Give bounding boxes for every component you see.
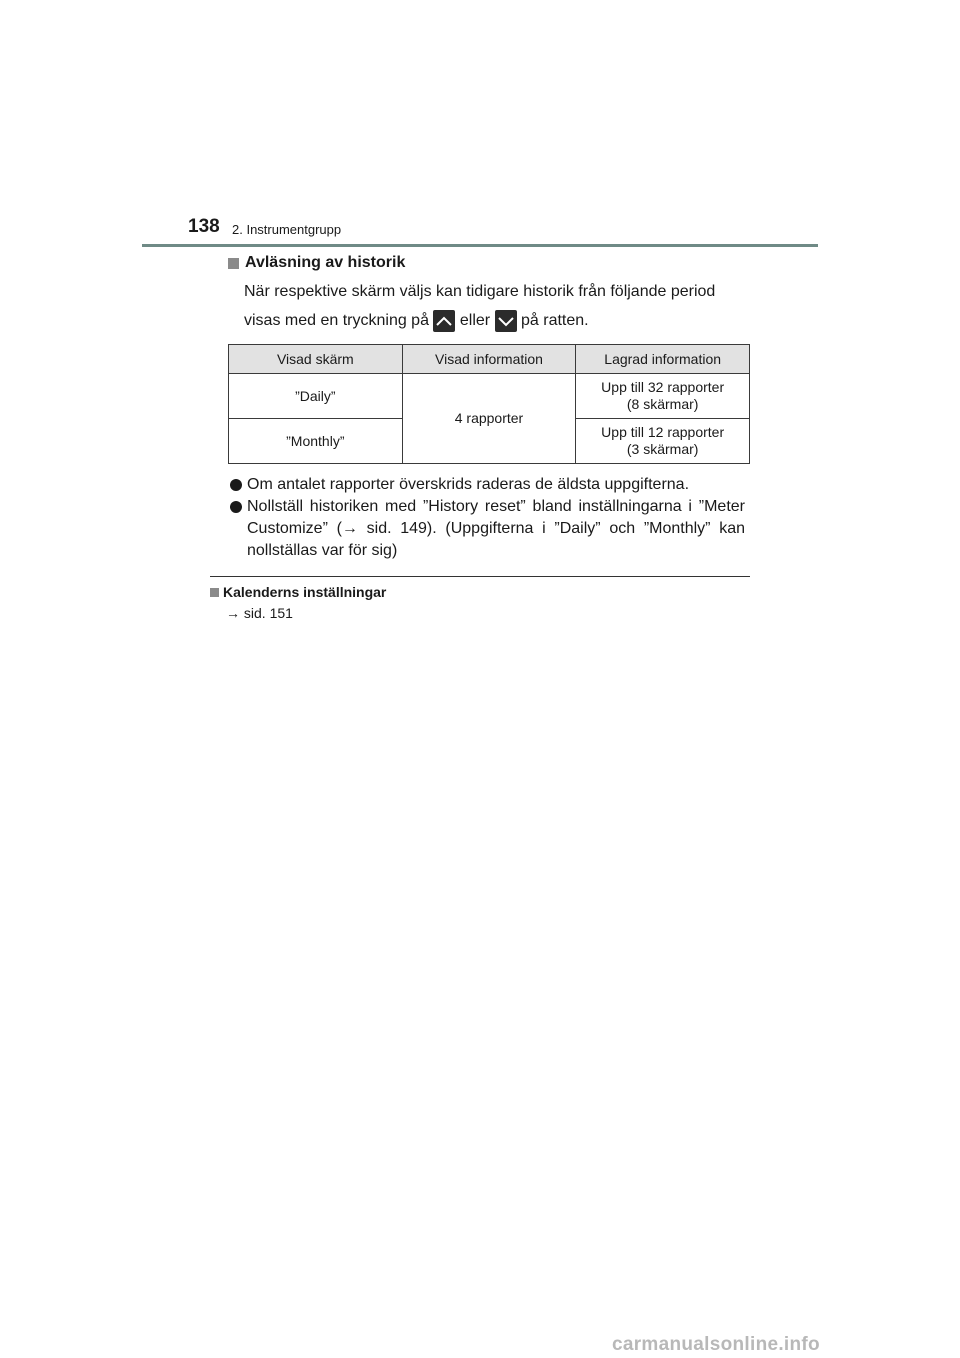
bullet-text: Om antalet rapporter överskrids raderas de äldsta uppgifterna. xyxy=(247,476,690,493)
table-cell-shared-info: 4 rapporter xyxy=(402,374,576,464)
bullet-item xyxy=(230,474,689,496)
stored-line: Upp till 12 rapporter xyxy=(601,424,725,440)
chapter-title: 2. Instrumentgrupp xyxy=(232,222,342,237)
stored-line: Upp till 32 rapporter xyxy=(601,379,725,395)
section-paragraph-line1: När respektive skärm väljs kan tidigare historik från följande period xyxy=(244,283,716,300)
section-title: Avläsning av historik xyxy=(245,254,406,271)
table-header-row xyxy=(229,345,750,374)
column-header: Lagrad information xyxy=(576,345,750,374)
chevron-up-icon xyxy=(433,310,455,332)
bullet-item xyxy=(230,496,745,562)
watermark: carmanualsonline.info xyxy=(612,1334,820,1355)
bullet-dot-icon xyxy=(230,479,242,491)
para-text-a: visas med en tryckning på xyxy=(244,312,434,329)
section-paragraph-line2 xyxy=(244,310,589,332)
stored-line: (3 skärmar) xyxy=(626,441,699,457)
square-bullet-icon xyxy=(210,588,219,597)
column-header: Visad skärm xyxy=(229,345,403,374)
subsection-reference[interactable]: → sid. 151 xyxy=(226,605,293,621)
para-text-c: på ratten. xyxy=(516,312,589,329)
page-number: 138 xyxy=(188,216,220,237)
para-text-b: eller xyxy=(455,312,495,329)
header-divider xyxy=(142,244,818,247)
bullet-dot-icon xyxy=(230,501,242,513)
table-cell-stored xyxy=(576,374,750,419)
chevron-down-icon xyxy=(495,310,517,332)
table-cell-stored xyxy=(576,419,750,464)
table-cell-screen: ”Daily” xyxy=(229,374,403,419)
subsection-title: Kalenderns inställningar xyxy=(223,584,387,600)
square-bullet-icon xyxy=(228,258,239,269)
subsection-heading xyxy=(210,584,386,600)
table-cell-screen: ”Monthly” xyxy=(229,419,403,464)
section-heading xyxy=(228,254,405,272)
table-row xyxy=(229,374,750,419)
stored-line: (8 skärmar) xyxy=(626,396,699,412)
bullet-text: Nollställ historiken med ”History reset” bland inställningarna i ”Meter Customize” (→ sid. 149). (Uppgifterna i ”Daily” och ”Monthly” kan nollställas var för sig) xyxy=(247,498,745,559)
subsection-divider xyxy=(210,576,750,577)
column-header: Visad information xyxy=(402,345,576,374)
history-table xyxy=(228,344,750,464)
